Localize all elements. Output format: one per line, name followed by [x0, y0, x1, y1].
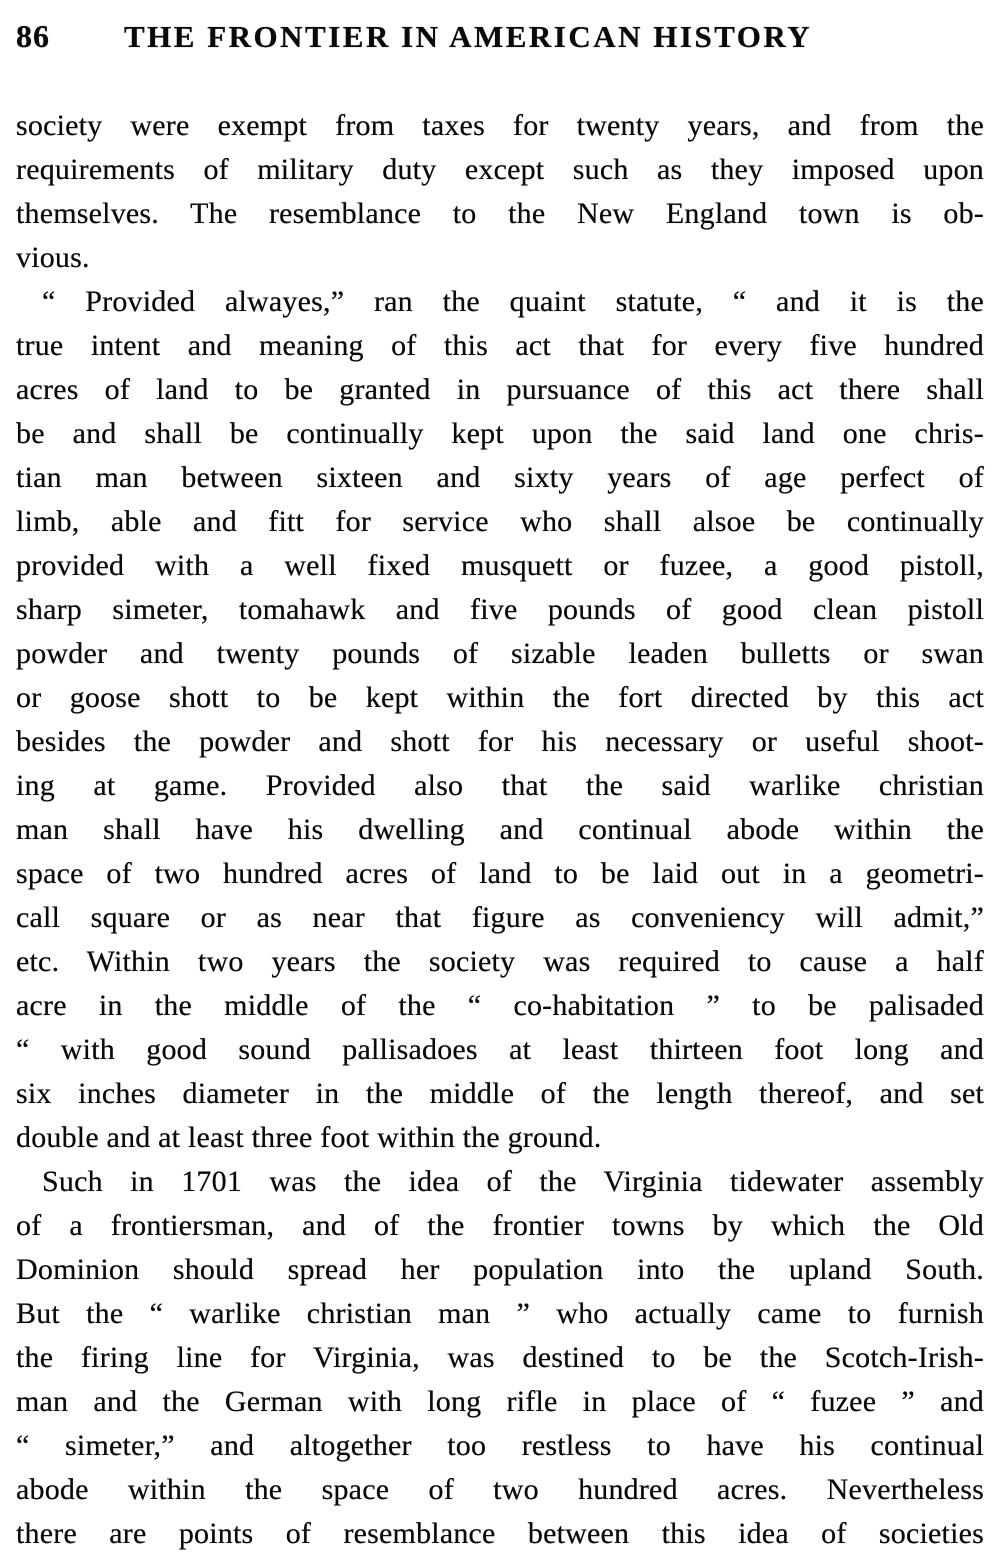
text-line: there are points of resemblance between this idea of societies: [16, 1517, 984, 1550]
text-line: limb, able and fitt for service who shall alsoe be continually: [16, 505, 984, 538]
text-line: themselves. The resemblance to the New England town is ob-: [16, 197, 984, 230]
text-line: space of two hundred acres of land to be laid out in a geometri-: [16, 857, 984, 890]
text-line: man shall have his dwelling and continual abode within the: [16, 813, 984, 846]
paragraph: [16, 280, 984, 1160]
text-line: sharp simeter, tomahawk and five pounds of good clean pistoll: [16, 593, 984, 626]
text-line: abode within the space of two hundred acres. Nevertheless: [16, 1473, 984, 1506]
text-line: provided with a well fixed musquett or fuzee, a good pistoll,: [16, 549, 984, 582]
text-line: Dominion should spread her population into the upland South.: [16, 1253, 984, 1286]
text-line: etc. Within two years the society was required to cause a half: [16, 945, 984, 978]
running-title: THE FRONTIER IN AMERICAN HISTORY: [124, 19, 813, 54]
text-line: society were exempt from taxes for twenty years, and from the: [16, 109, 984, 142]
text-line: But the “ warlike christian man ” who actually came to furnish: [16, 1297, 984, 1330]
paragraph: [16, 1160, 984, 1556]
text-line: requirements of military duty except such as they imposed upon: [16, 153, 984, 186]
text-line: acres of land to be granted in pursuance of this act there shall: [16, 373, 984, 406]
text-line: the firing line for Virginia, was destined to be the Scotch-Irish-: [16, 1341, 984, 1374]
text-line: call square or as near that figure as conveniency will admit,”: [16, 901, 984, 934]
text-line: double and at least three foot within the ground.: [16, 1121, 602, 1154]
text-line: besides the powder and shott for his necessary or useful shoot-: [16, 725, 984, 758]
text-line: tian man between sixteen and sixty years of age perfect of: [16, 461, 984, 494]
text-line: of a frontiersman, and of the frontier towns by which the Old: [16, 1209, 984, 1242]
text-line: Such in 1701 was the idea of the Virginia tidewater assembly: [42, 1165, 984, 1198]
text-line: vious.: [16, 241, 90, 274]
text-line: ing at game. Provided also that the said warlike christian: [16, 769, 984, 802]
text-line: be and shall be continually kept upon the said land one chris-: [16, 417, 984, 450]
text-block: [16, 104, 984, 1556]
text-line: or goose shott to be kept within the fort directed by this act: [16, 681, 984, 714]
text-line: “ simeter,” and altogether too restless to have his continual: [16, 1429, 984, 1462]
text-line: “ with good sound pallisadoes at least thirteen foot long and: [16, 1033, 984, 1066]
text-line: “ Provided alwayes,” ran the quaint statute, “ and it is the: [42, 285, 984, 318]
text-line: acre in the middle of the “ co-habitation ” to be palisaded: [16, 989, 984, 1022]
text-line: six inches diameter in the middle of the length thereof, and set: [16, 1077, 984, 1110]
paragraph: [16, 104, 984, 280]
text-line: true intent and meaning of this act that for every five hundred: [16, 329, 984, 362]
page-number: 86: [16, 18, 50, 54]
text-line: man and the German with long rifle in place of “ fuzee ” and: [16, 1385, 984, 1418]
running-head: [16, 18, 984, 64]
text-line: powder and twenty pounds of sizable leaden bulletts or swan: [16, 637, 984, 670]
